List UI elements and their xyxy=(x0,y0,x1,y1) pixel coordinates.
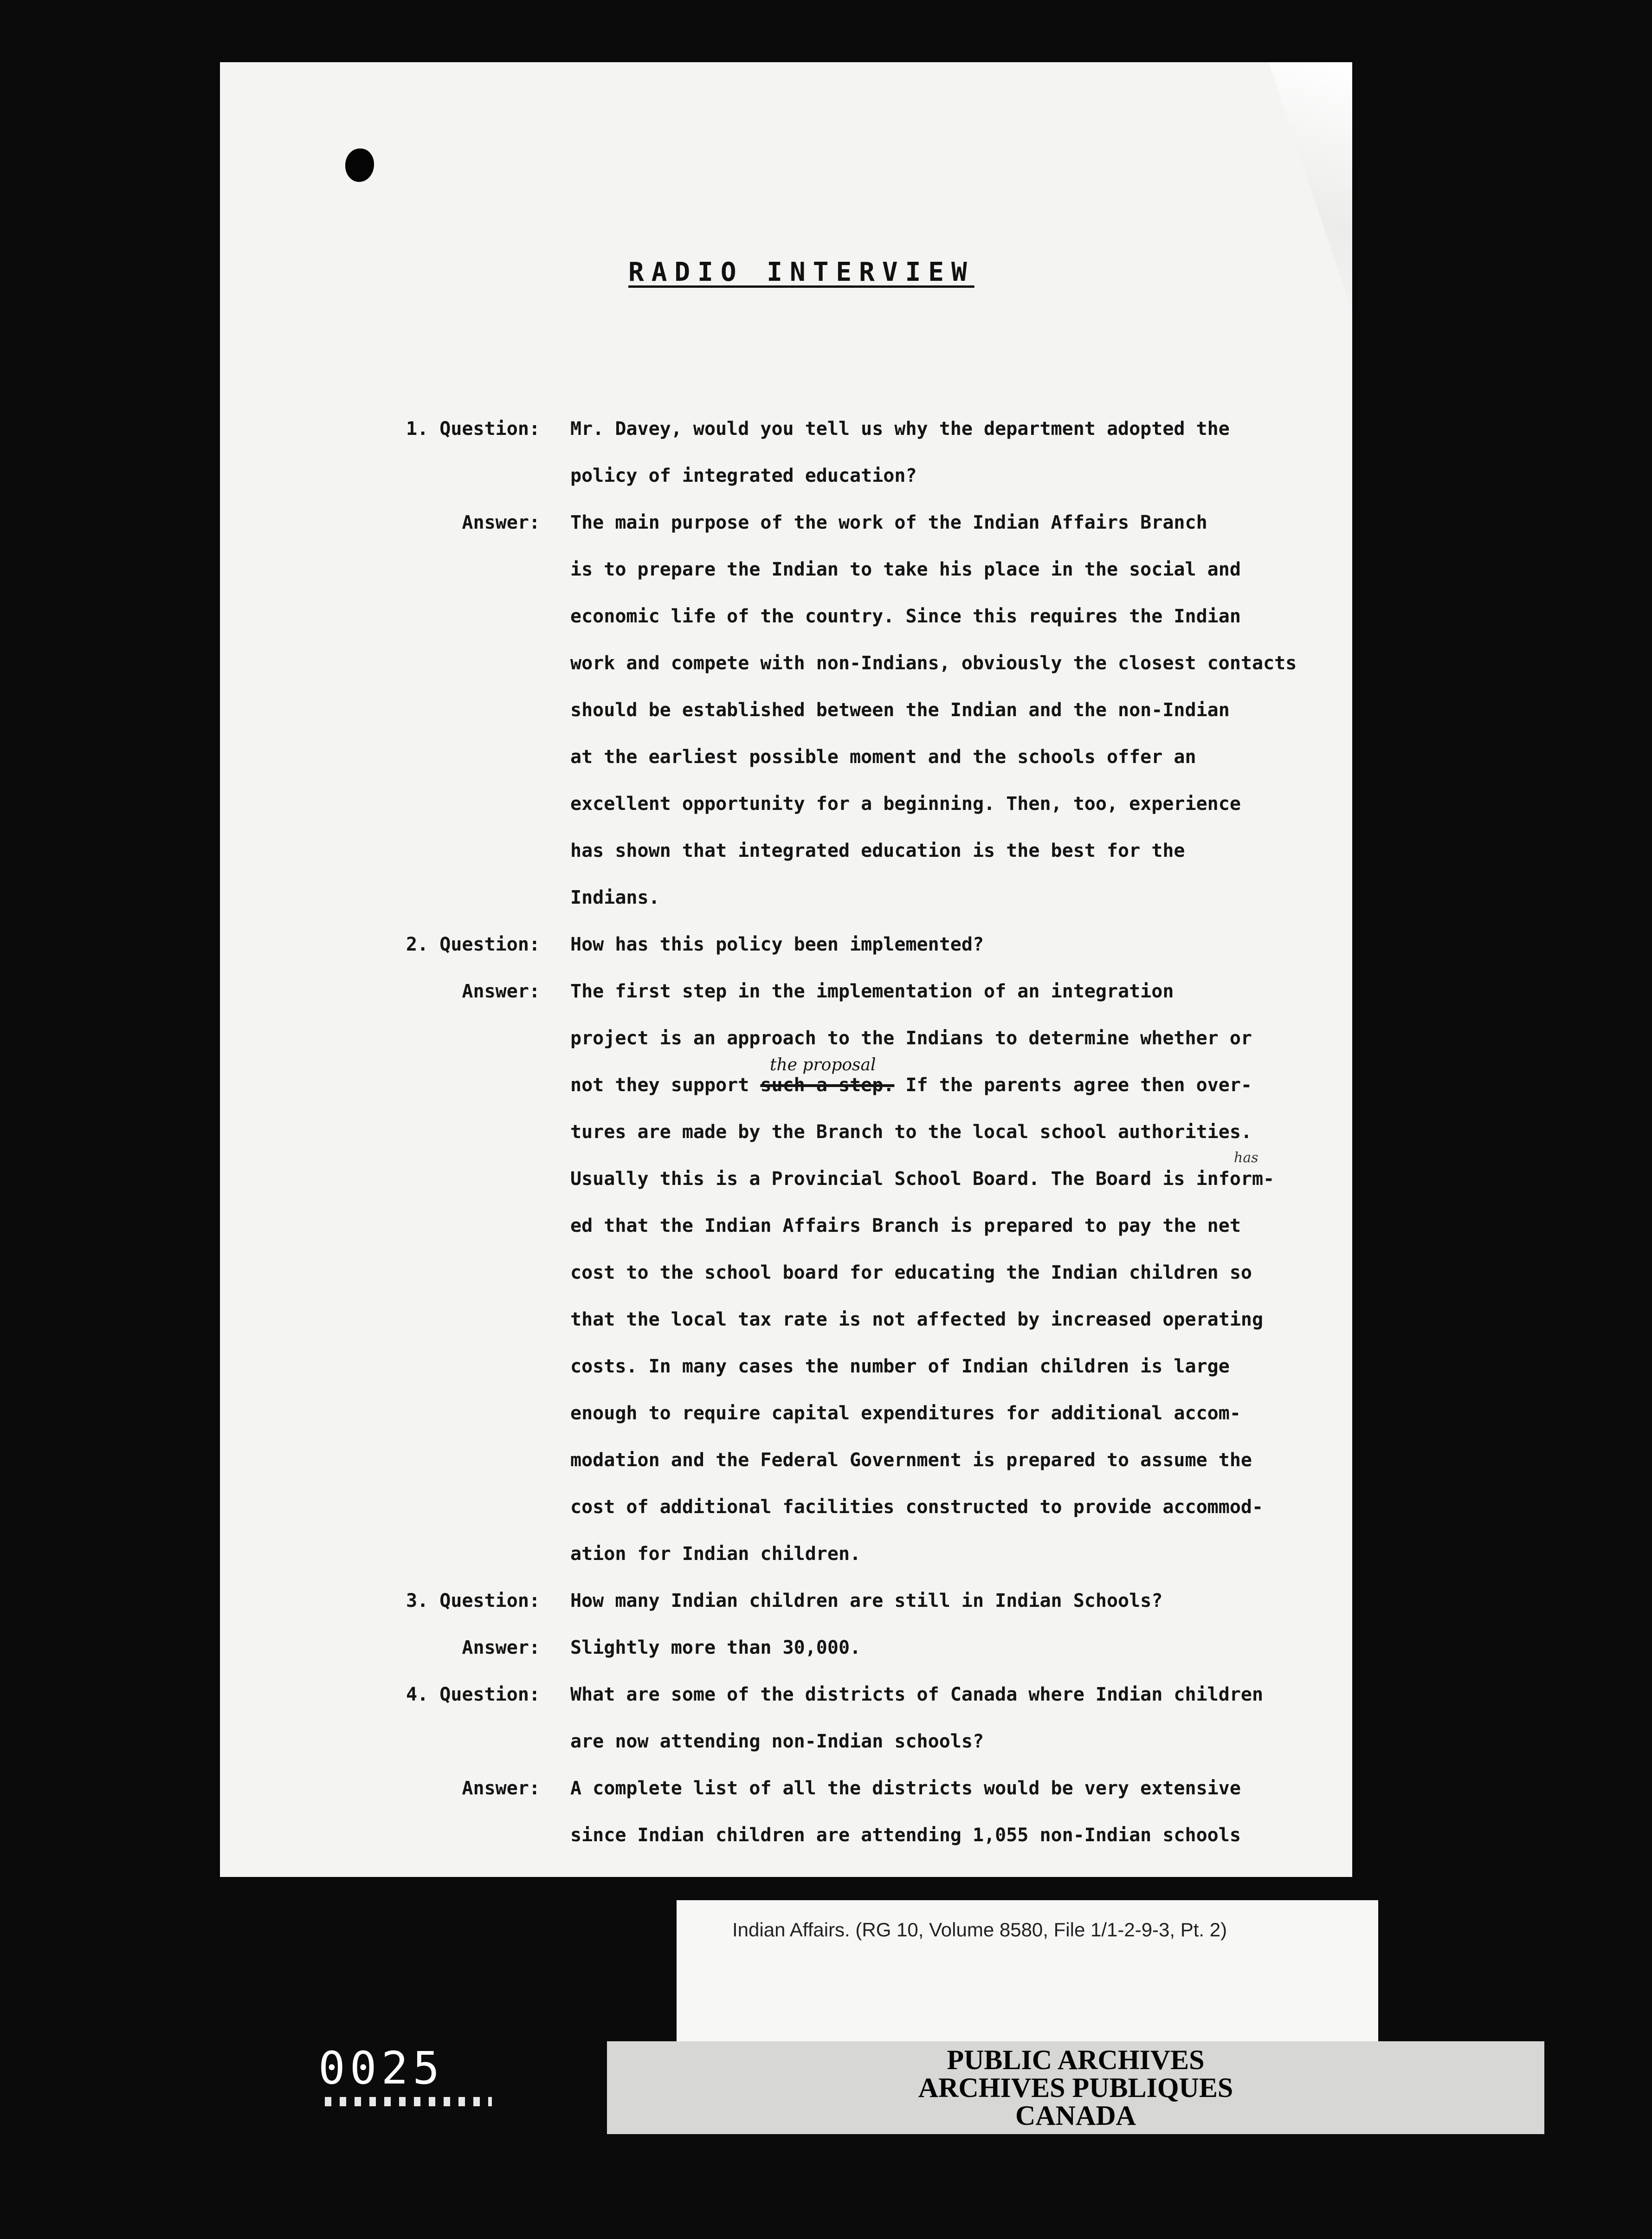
text-line: modation and the Federal Government is prepared to assume the xyxy=(570,1450,1252,1471)
archives-line: CANADA xyxy=(1015,2100,1136,2131)
film-sprockets xyxy=(325,2097,492,2106)
text-line: work and compete with non-Indians, obviously the closest contacts xyxy=(570,653,1297,674)
qa-text xyxy=(570,1671,1350,1765)
text-line: are now attending non-Indian schools? xyxy=(570,1731,984,1752)
text-line: economic life of the country. Since this requires the Indian xyxy=(570,606,1241,627)
text-line: cost of additional facilities constructed to provide accommod- xyxy=(570,1496,1264,1518)
qa-label: 3. Question: xyxy=(406,1590,540,1611)
qa-text xyxy=(570,921,1350,968)
text-line: enough to require capital expenditures for additional accom- xyxy=(570,1403,1241,1424)
ink-blot xyxy=(345,149,374,182)
text-line: costs. In many cases the number of Indian children is large xyxy=(570,1356,1230,1377)
handwritten-insertion-small: has xyxy=(1234,1150,1258,1166)
text-line: has shown that integrated education is the best for the xyxy=(570,840,1185,861)
text-fragment: Usually this is a Provincial School Board. The Board is inform- xyxy=(570,1168,1275,1190)
text-line: since Indian children are attending 1,055 non-Indian schools xyxy=(570,1825,1241,1846)
text-line: The main purpose of the work of the Indian Affairs Branch xyxy=(570,512,1207,533)
text-line: Slightly more than 30,000. xyxy=(570,1637,861,1658)
text-line-with-edit xyxy=(570,1150,1350,1203)
text-line: cost to the school board for educating the Indian children so xyxy=(570,1262,1252,1283)
qa-text xyxy=(570,1578,1350,1624)
text-line: The first step in the implementation of an integration xyxy=(570,981,1174,1002)
text-line: Mr. Davey, would you tell us why the department adopted the xyxy=(570,418,1230,440)
text-line: project is an approach to the Indians to determine whether or xyxy=(570,1028,1252,1049)
qa-label: 4. Question: xyxy=(406,1684,540,1705)
text-line: What are some of the districts of Canada where Indian children xyxy=(570,1684,1264,1705)
qa-label: Answer: xyxy=(462,1637,540,1658)
text-line: should be established between the Indian and the non-Indian xyxy=(570,699,1230,721)
qa-label: Answer: xyxy=(462,1778,540,1799)
page-fold xyxy=(1269,62,1352,313)
document-title: RADIO INTERVIEW xyxy=(628,257,974,287)
qa-text xyxy=(570,1624,1350,1671)
qa-label: 2. Question: xyxy=(406,934,540,955)
text-line: How has this policy been implemented? xyxy=(570,934,984,955)
document-page xyxy=(220,62,1352,1877)
text-line: at the earliest possible moment and the schools offer an xyxy=(570,746,1196,768)
text-line-with-edit xyxy=(570,1055,1350,1109)
struck-text: such a step. xyxy=(760,1074,895,1096)
archives-line: PUBLIC ARCHIVES xyxy=(947,2045,1205,2075)
text-line: is to prepare the Indian to take his place in the social and xyxy=(570,559,1241,580)
archives-stamp-text xyxy=(607,2046,1544,2129)
qa-label: 1. Question: xyxy=(406,418,540,440)
frame-number: 0025 xyxy=(318,2042,445,2094)
text-fragment: not they support xyxy=(570,1074,749,1096)
qa-label: Answer: xyxy=(462,512,540,533)
qa-text xyxy=(570,1765,1350,1859)
qa-label: Answer: xyxy=(462,981,540,1002)
qa-text xyxy=(570,406,1350,499)
archives-line: ARCHIVES PUBLIQUES xyxy=(918,2072,1233,2103)
text-line: that the local tax rate is not affected by increased operating xyxy=(570,1309,1264,1330)
text-line: Indians. xyxy=(570,887,660,908)
text-line: ed that the Indian Affairs Branch is prepared to pay the net xyxy=(570,1215,1241,1236)
text-fragment: If the parents agree then over- xyxy=(894,1074,1252,1096)
text-line: ation for Indian children. xyxy=(570,1543,861,1565)
text-line: tures are made by the Branch to the local school authorities. xyxy=(570,1121,1252,1143)
archive-reference: Indian Affairs. (RG 10, Volume 8580, File 1/1-2-9-3, Pt. 2) xyxy=(732,1919,1227,1941)
text-line: How many Indian children are still in Indian Schools? xyxy=(570,1590,1163,1611)
handwritten-insertion: the proposal xyxy=(770,1055,876,1074)
qa-text xyxy=(570,499,1350,921)
text-line: policy of integrated education? xyxy=(570,465,917,486)
text-line: excellent opportunity for a beginning. Then, too, experience xyxy=(570,793,1241,815)
archives-stamp xyxy=(607,2041,1544,2134)
text-line: A complete list of all the districts would be very extensive xyxy=(570,1778,1241,1799)
qa-text xyxy=(570,968,1350,1578)
